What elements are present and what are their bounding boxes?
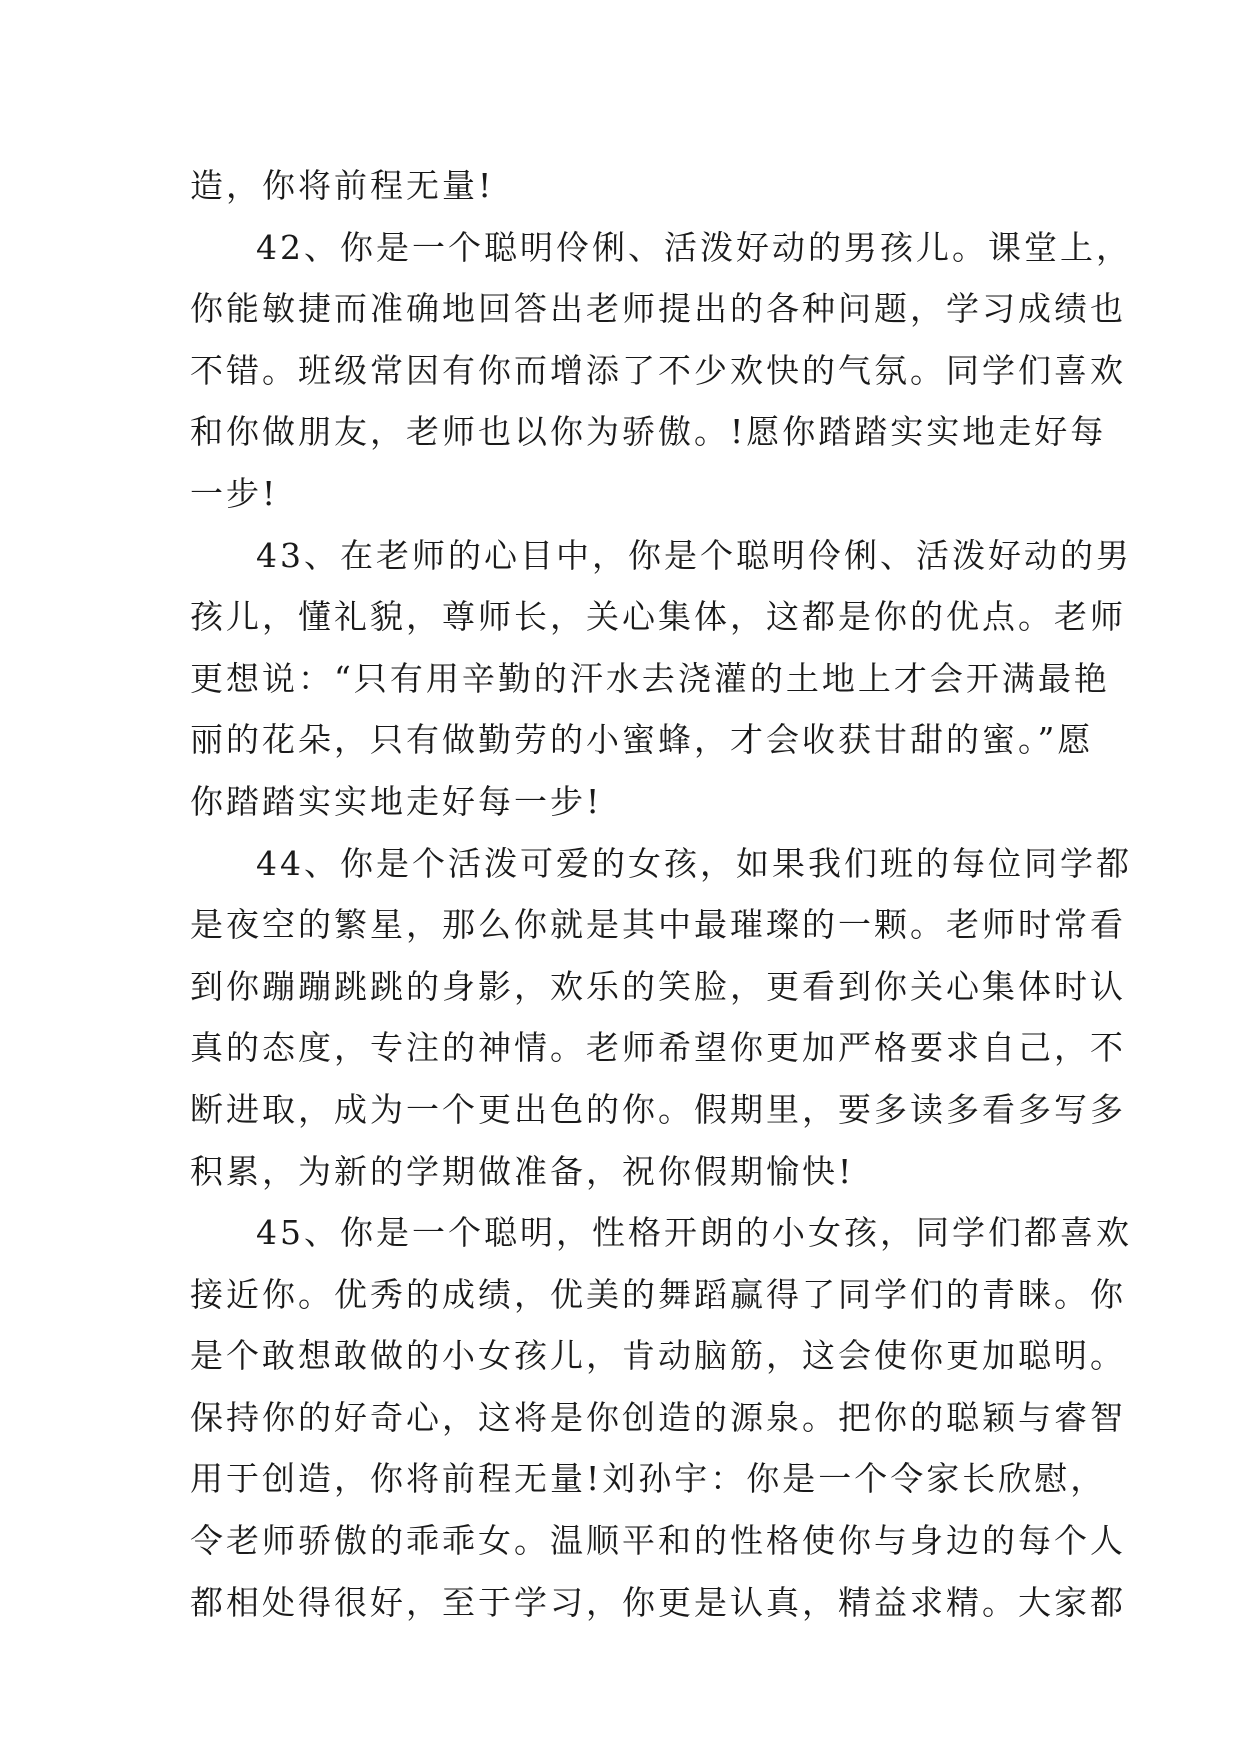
- paragraph-44-start: 44、你是个活泼可爱的女孩，如果我们班的每位同学都: [256, 843, 1132, 883]
- text-line: 和你做朋友，老师也以你为骄傲。!愿你踏踏实实地走好每: [190, 412, 1107, 452]
- text-line: 你能敏捷而准确地回答出老师提出的各种问题，学习成绩也: [190, 289, 1126, 329]
- text-line: 到你蹦蹦跳跳的身影，欢乐的笑脸，更看到你关心集体时认: [190, 966, 1126, 1006]
- text-line: 孩儿，懂礼貌，尊师长，关心集体，这都是你的优点。老师: [190, 597, 1126, 637]
- paragraph-45-start: 45、你是一个聪明，性格开朗的小女孩，同学们都喜欢: [256, 1213, 1132, 1253]
- text-line: 更想说：“只有用辛勤的汗水去浇灌的土地上才会开满最艳: [190, 658, 1110, 698]
- text-line: 积累，为新的学期做准备，祝你假期愉快!: [190, 1151, 855, 1191]
- text-line: 是夜空的繁星，那么你就是其中最璀璨的一颗。老师时常看: [190, 905, 1126, 945]
- text-line: 令老师骄傲的乖乖女。温顺平和的性格使你与身边的每个人: [190, 1521, 1126, 1561]
- text-line: 保持你的好奇心，这将是你创造的源泉。把你的聪颖与睿智: [190, 1397, 1126, 1437]
- text-line: 造，你将前程无量!: [190, 166, 495, 205]
- text-line: 用于创造，你将前程无量!刘孙宇：你是一个令家长欣慰，: [190, 1459, 1107, 1499]
- text-line: 接近你。优秀的成绩，优美的舞蹈赢得了同学们的青睐。你: [190, 1274, 1126, 1314]
- text-line: 断进取，成为一个更出色的你。假期里，要多读多看多写多: [190, 1089, 1126, 1129]
- document-body: [190, 155, 1132, 1633]
- text-line: 不错。班级常因有你而增添了不少欢快的气氛。同学们喜欢: [190, 350, 1126, 390]
- text-line: 是个敢想敢做的小女孩儿，肯动脑筋，这会使你更加聪明。: [190, 1336, 1126, 1376]
- text-line: 丽的花朵，只有做勤劳的小蜜蜂，才会收获甘甜的蜜。”愿: [190, 720, 1094, 760]
- text-line: 真的态度，专注的神情。老师希望你更加严格要求自己，不: [190, 1028, 1126, 1068]
- paragraph-43-start: 43、在老师的心目中，你是个聪明伶俐、活泼好动的男: [256, 535, 1132, 575]
- text-line: 一步!: [190, 473, 279, 513]
- text-line: 你踏踏实实地走好每一步!: [190, 781, 603, 821]
- paragraph-42-start: 42、你是一个聪明伶俐、活泼好动的男孩儿。课堂上，: [256, 227, 1132, 267]
- text-line: 都相处得很好，至于学习，你更是认真，精益求精。大家都: [190, 1582, 1126, 1622]
